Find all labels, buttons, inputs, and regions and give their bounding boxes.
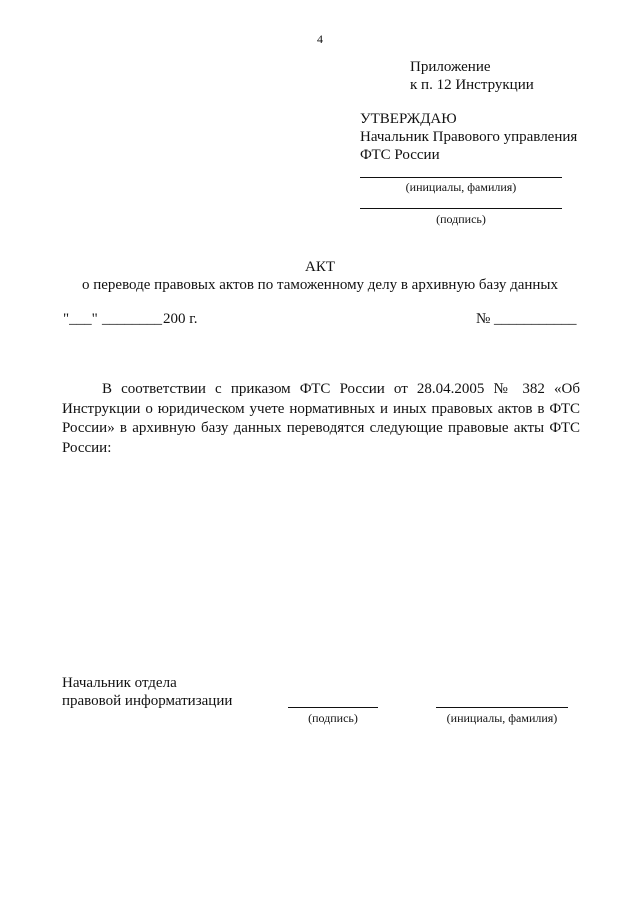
footer-signature-caption: (подпись) [308, 711, 358, 725]
approval-title: УТВЕРЖДАЮ [360, 111, 457, 127]
approval-position: Начальник Правового управления [360, 129, 578, 145]
footer-signature-line [288, 707, 378, 708]
initials-caption: (инициалы, фамилия) [405, 180, 517, 194]
act-number: № ___________ [476, 311, 577, 327]
date-month: ________ [102, 311, 162, 327]
date-day: "___" [63, 311, 98, 327]
footer-position: Начальник отдела [62, 675, 177, 691]
footer-initials-caption: (инициалы, фамилия) [446, 711, 558, 725]
signature-line [360, 208, 562, 209]
initials-line [360, 177, 562, 178]
act-subtitle: о переводе правовых актов по таможенному делу в архивную базу данных [81, 277, 558, 293]
signature-caption: (подпись) [436, 212, 486, 226]
page-number: 4 [317, 32, 323, 46]
footer-initials-line [436, 707, 568, 708]
appendix-label: Приложение [410, 59, 491, 75]
footer-department: правовой информатизации [62, 693, 233, 709]
approval-organization: ФТС России [360, 147, 440, 163]
body-paragraph: В соответствии с приказом ФТС России от 28.04.2005 № 382 «Об Инструкции о юридическом учете нормативных и иных правовых актов в ФТС России» в архивную базу данных переводятся следующие правовые акты ФТС России: [62, 381, 580, 456]
date-year: 200 г. [163, 311, 198, 327]
appendix-reference: к п. 12 Инструкции [410, 77, 534, 93]
act-title: АКТ [305, 259, 335, 275]
